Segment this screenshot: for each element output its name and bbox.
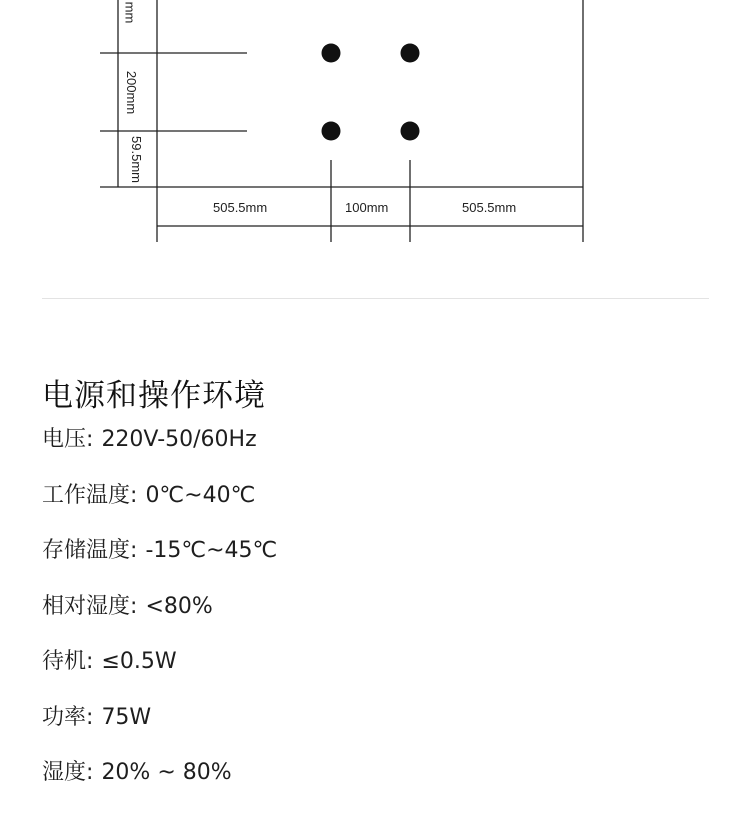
spec-separator: :: [130, 538, 138, 563]
mount-hole-top-left: [322, 44, 341, 63]
section-divider: [42, 298, 709, 299]
spec-separator: :: [86, 649, 94, 674]
spec-voltage: [42, 424, 277, 480]
dimension-label-100: 100mm: [345, 200, 389, 215]
spec-power: [42, 702, 277, 758]
spec-label: 待机: [42, 649, 87, 674]
spec-value: 220V-50/60Hz: [101, 427, 257, 452]
spec-label: 相对湿度: [42, 593, 131, 619]
spec-value: 0℃~40℃: [145, 482, 256, 508]
spec-value: -15℃~45℃: [145, 538, 278, 563]
spec-value: 20% ~ 80%: [101, 760, 232, 785]
spec-label: 功率: [42, 704, 87, 730]
mount-hole-bottom-left: [322, 122, 341, 141]
spec-value: ≤0.5W: [101, 649, 177, 674]
spec-label: 存储温度: [42, 538, 131, 563]
mount-hole-bottom-right: [401, 122, 420, 141]
dimension-label-59-5: 59.5mm: [128, 136, 144, 183]
dimension-label-right-505: 505.5mm: [462, 200, 517, 215]
spec-separator: :: [86, 427, 94, 452]
spec-separator: :: [130, 593, 138, 619]
dimension-label-200: 200mm: [124, 70, 140, 115]
dimension-label-left-505: 505.5mm: [213, 200, 268, 215]
spec-separator: :: [86, 760, 94, 785]
dimension-label-top: mm: [122, 1, 138, 24]
spec-value: <80%: [145, 593, 213, 619]
spec-value: 75W: [101, 704, 152, 730]
section-title: 电源和操作环境: [42, 377, 266, 414]
spec-list: [42, 424, 277, 813]
spec-storage-temperature: [42, 535, 277, 591]
spec-separator: :: [130, 482, 138, 508]
spec-label: 工作温度: [42, 482, 131, 508]
spec-separator: :: [86, 704, 94, 730]
spec-relative-humidity: [42, 591, 277, 647]
spec-standby: [42, 646, 277, 702]
spec-label: 电压: [42, 427, 87, 452]
mount-hole-top-right: [401, 44, 420, 63]
mounting-dimension-diagram: [0, 0, 750, 260]
dimension-drawing: [0, 0, 750, 260]
spec-humidity: [42, 757, 277, 813]
spec-operating-temperature: [42, 480, 277, 536]
spec-label: 湿度: [42, 760, 87, 785]
